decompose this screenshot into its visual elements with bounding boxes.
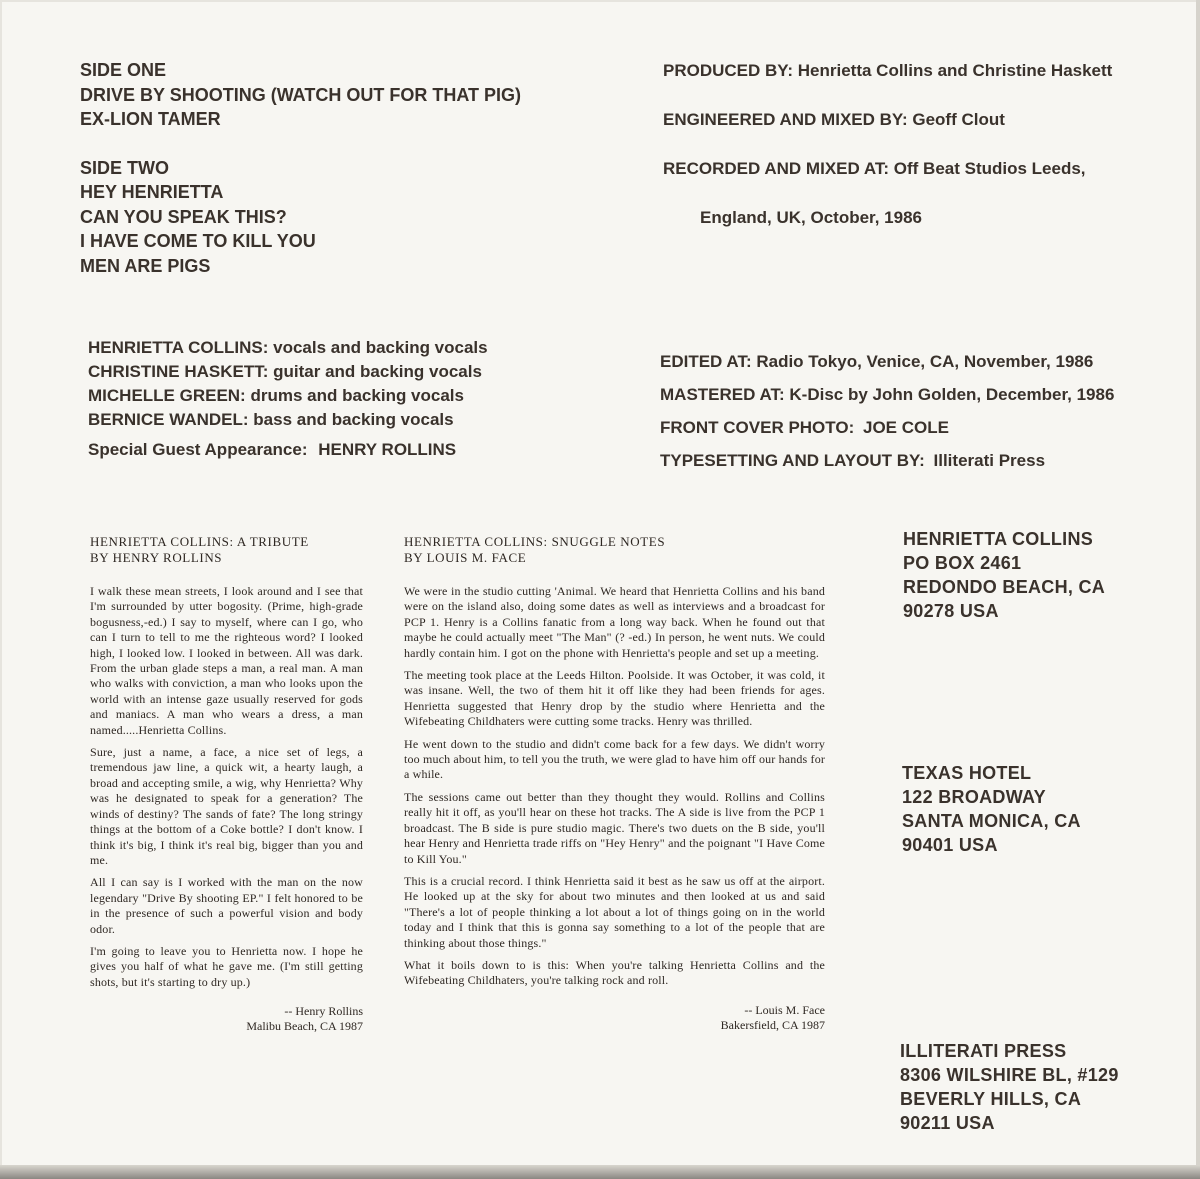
sleeve-edge <box>0 1165 1200 1179</box>
band-member <box>88 336 488 360</box>
credit-label: ENGINEERED AND MIXED BY: <box>663 110 908 129</box>
credit-label: PRODUCED BY: <box>663 61 794 80</box>
snuggle-notes-body <box>404 584 825 989</box>
credit-label: TYPESETTING AND LAYOUT BY: <box>660 451 925 470</box>
recorded-at-credit <box>663 159 1086 179</box>
credit-value: Geoff Clout <box>912 110 1005 129</box>
snuggle-notes-title: HENRIETTA COLLINS: SNUGGLE NOTES <box>404 534 666 549</box>
post-credits <box>660 345 1114 477</box>
edited-at-credit <box>660 345 1114 378</box>
tribute-byline: BY HENRY ROLLINS <box>90 550 223 565</box>
snuggle-notes-location: Bakersfield, CA 1987 <box>720 1017 825 1032</box>
cover-photo-credit <box>660 411 1114 444</box>
mastered-at-credit <box>660 378 1114 411</box>
paragraph: This is a crucial record. I think Henrietta said it best as he saw us off at the airport. He looked up at the sky for about two minutes and then looked at us and said "There's a lot of people thinking a lot about a lot of things going on in the world today and I think that this is gonna say something to a lot of the people that are thinking about those things." <box>404 873 825 950</box>
band-member <box>88 408 488 432</box>
side-one-heading: SIDE ONE <box>80 60 167 80</box>
address-line: HENRIETTA COLLINS <box>903 529 1094 549</box>
track-title: DRIVE BY SHOOTING (WATCH OUT FOR THAT PIG) <box>80 84 521 105</box>
member-role: guitar and backing vocals <box>273 362 482 381</box>
paragraph: Sure, just a name, a face, a nice set of legs, a tremendous jaw line, a quick wit, a hearty laugh, a broad and accepting smile, a wig, why Henrietta? Why was he designated to speak for a generation? The winds of destiny? The sands of fate? The long stringy things at the bottom of a Coke bottle? I don't know. I think it's big, I think it's real big, bigger than you and me. <box>90 745 363 867</box>
track-title: EX-LION TAMER <box>80 109 221 129</box>
credit-label: MASTERED AT: <box>660 385 785 404</box>
paragraph: The meeting took place at the Leeds Hilton. Poolside. It was October, it was cold, it was insane. Well, the two of them hit it off like they had been friends for ages. Henrietta suggested that Henry drop by the studio where Henrietta and the Wifebeating Childhaters were cutting some tracks. Henry was thrilled. <box>404 668 825 729</box>
special-guest-name: HENRY ROLLINS <box>318 440 457 459</box>
member-role: bass and backing vocals <box>253 410 454 429</box>
special-guest-label: Special Guest Appearance: <box>88 440 308 459</box>
paragraph: All I can say is I worked with the man on the now legendary "Drive By shooting EP." I felt honored to be in the presence of such a powerful vision and body odor. <box>90 875 363 936</box>
address-line: 90211 USA <box>900 1113 995 1133</box>
paragraph: What it boils down to is this: When you're talking Henrietta Collins and the Wifebeating Childhaters, you're talking rock and roll. <box>404 957 825 988</box>
member-role: vocals and backing vocals <box>273 338 488 357</box>
member-role: drums and backing vocals <box>250 386 464 405</box>
credit-value: JOE COLE <box>862 418 949 437</box>
paragraph: I walk these mean streets, I look around and I see that I'm surrounded by utter bogosity. (Prime, high-grade bogusness,-ed.) I say to myself, where can I go, who can I turn to tell to me the righteous word? I looked high, I looked low. I looked in between. All was dark. From the urban glade steps a man, a real man. A man who walks with conviction, a man who looks upon the world with an intense gaze usually reserved for gods and maniacs. A man who wears a dress, a man named.....Henrietta Collins. <box>90 584 363 737</box>
credit-value: Illiterati Press <box>933 451 1046 470</box>
paragraph: I'm going to leave you to Henrietta now. I hope he gives you half of what he gave me. (I'm still getting shots, but it's starting to dry up.) <box>90 943 363 989</box>
sleeve-edge <box>1196 0 1200 1179</box>
member-name: BERNICE WANDEL: <box>88 410 249 429</box>
paragraph: He went down to the studio and didn't come back for a few days. We didn't worry too much about him, to tell you the truth, we were glad to have him off our hands for a while. <box>404 736 825 782</box>
address-line: ILLITERATI PRESS <box>900 1041 1067 1061</box>
snuggle-notes-byline: BY LOUIS M. FACE <box>404 550 527 565</box>
address-line: 90401 USA <box>902 835 998 855</box>
tribute-title: HENRIETTA COLLINS: A TRIBUTE <box>90 534 309 549</box>
member-name: CHRISTINE HASKETT: <box>88 362 269 381</box>
address-line: 8306 WILSHIRE BL, #129 <box>900 1065 1119 1085</box>
track-title: CAN YOU SPEAK THIS? <box>80 206 287 227</box>
credit-label: FRONT COVER PHOTO: <box>660 418 855 437</box>
tribute-location: Malibu Beach, CA 1987 <box>246 1019 363 1034</box>
paragraph: We were in the studio cutting 'Animal. We heard that Henrietta Collins and his band were on the island also, doing some dates as well as interviews and a broadcast for PCP 1. Henry is a Collins fanatic from a long way back. When he found out that maybe he could actually meet "The Man" (? -ed.) In person, he went nuts. We could hardly contain him. I got on the phone with Henrietta's people and set up a meeting. <box>404 584 825 660</box>
address-line: 90278 USA <box>903 601 999 621</box>
address-line: PO BOX 2461 <box>903 553 1022 573</box>
address-line: TEXAS HOTEL <box>902 763 1032 783</box>
address-line: REDONDO BEACH, CA <box>903 577 1106 597</box>
snuggle-notes-signature: -- Louis M. Face <box>744 1002 825 1017</box>
produced-by-credit <box>663 61 1112 81</box>
engineered-by-credit <box>663 110 1005 130</box>
tribute-body <box>90 584 363 990</box>
recorded-at-continuation: England, UK, October, 1986 <box>700 208 923 227</box>
credit-value: Henrietta Collins and Christine Haskett <box>797 61 1113 80</box>
member-name: MICHELLE GREEN: <box>88 386 246 405</box>
address-line: 122 BROADWAY <box>902 787 1046 807</box>
track-title: I HAVE COME TO KILL YOU <box>80 231 316 251</box>
member-name: HENRIETTA COLLINS: <box>88 338 269 357</box>
address-line: BEVERLY HILLS, CA <box>900 1089 1082 1109</box>
typesetting-credit <box>660 444 1114 477</box>
tracklist <box>80 58 521 278</box>
credit-value: K-Disc by John Golden, December, 1986 <box>789 385 1115 404</box>
credit-label: EDITED AT: <box>660 352 752 371</box>
band-members <box>88 336 488 462</box>
band-member <box>88 384 488 408</box>
track-title: MEN ARE PIGS <box>80 255 211 276</box>
address-block <box>902 761 1081 857</box>
side-two-heading: SIDE TWO <box>80 157 169 178</box>
tribute-column <box>90 534 363 1034</box>
credit-label: RECORDED AND MIXED AT: <box>663 159 890 178</box>
tribute-signature: -- Henry Rollins <box>284 1004 363 1019</box>
track-title: HEY HENRIETTA <box>80 182 224 202</box>
credit-value: Off Beat Studios Leeds, <box>893 159 1086 178</box>
snuggle-notes-column <box>404 534 825 1033</box>
paragraph: The sessions came out better than they thought they would. Rollins and Collins really hit it off, as you'll hear on these hot tracks. The A side is live from the PCP 1 broadcast. The B side is pure studio magic. There's two duets on the B side, you'll hear Henry and Henrietta trade riffs on "Hey Henry" and the poignant "I Have Come to Kill You." <box>404 789 825 866</box>
address-block <box>903 527 1105 623</box>
address-block <box>900 1039 1119 1135</box>
special-guest <box>88 438 488 462</box>
credit-value: Radio Tokyo, Venice, CA, November, 1986 <box>756 352 1094 371</box>
address-line: SANTA MONICA, CA <box>902 811 1081 831</box>
band-member <box>88 360 488 384</box>
